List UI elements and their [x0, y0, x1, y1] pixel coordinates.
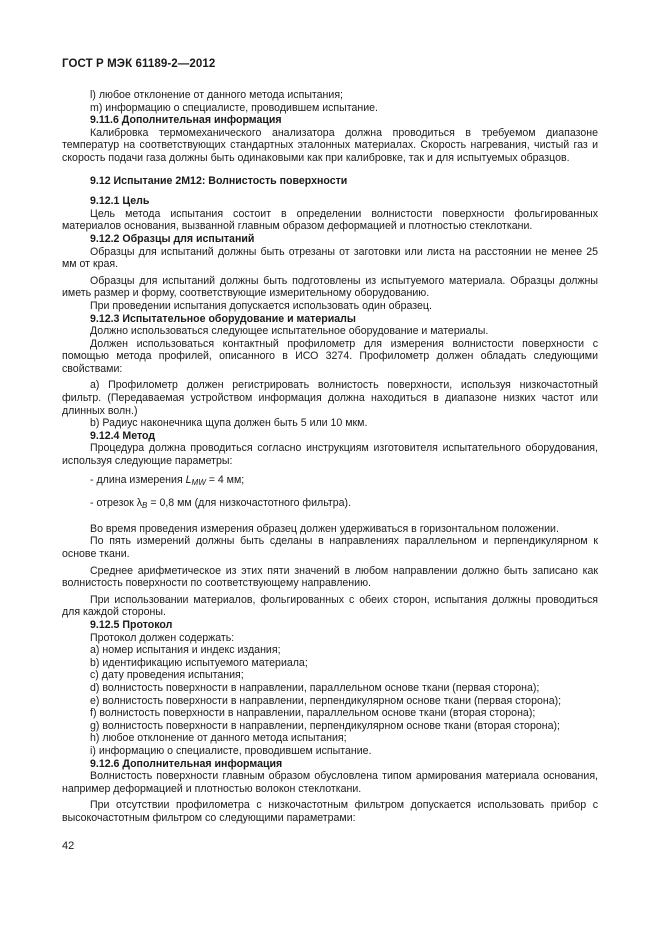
- section-heading: 9.12.5 Протокол: [90, 618, 173, 631]
- section-heading: 9.11.6 Дополнительная информация: [90, 114, 282, 127]
- section-heading: 9.12.1 Цель: [90, 195, 150, 208]
- paragraph: Во время проведения измерения образец должен удерживаться в горизонтальном положении.: [90, 522, 559, 535]
- formula-cutoff-subscript: B: [142, 501, 148, 511]
- formula-length: [62, 474, 598, 490]
- formula-cutoff-symbol: λ: [136, 497, 143, 510]
- page-number: 42: [62, 840, 75, 852]
- formula-length-subscript: MW: [191, 477, 206, 487]
- list-item: a) номер испытания и индекс издания;: [90, 644, 281, 657]
- formula-length-prefix: - длина измерения: [90, 473, 186, 486]
- list-item: i) информацию о специалисте, проводившем испытание.: [90, 744, 372, 757]
- section-heading: 9.12.3 Испытательное оборудование и материалы: [90, 312, 356, 325]
- paragraph: При проведении испытания допускается использовать один образец.: [90, 299, 432, 312]
- formula-length-suffix: = 4 мм;: [205, 473, 245, 486]
- paragraph: b) Радиус наконечника щупа должен быть 5 или 10 мкм.: [90, 417, 368, 430]
- section-heading: 9.12.6 Дополнительная информация: [90, 757, 283, 770]
- paragraph: Образцы для испытаний должны быть отрезаны от заготовки или листа на расстоянии не менее 25 мм от края.: [62, 245, 598, 271]
- list-item: f) волнистость поверхности в направлении, параллельном основе ткани (вторая сторона);: [90, 707, 536, 720]
- paragraph: Должно использоваться следующее испытательное оборудование и материалы.: [90, 325, 489, 338]
- list-item: h) любое отклонение от данного метода испытания;: [90, 732, 347, 745]
- formula-cutoff-prefix: - отрезок: [90, 497, 137, 510]
- document-header: ГОСТ Р МЭК 61189-2—2012: [62, 58, 216, 70]
- paragraph: При использовании материалов, фольгированных с обеих сторон, испытания должны проводиться для каждой стороны.: [62, 593, 598, 619]
- formula-length-symbol: L: [185, 473, 192, 486]
- list-item: e) волнистость поверхности в направлении, перпендикулярном основе ткани (первая сторона);: [90, 694, 562, 707]
- document-body: [62, 89, 598, 824]
- list-item: d) волнистость поверхности в направлении, параллельном основе ткани (первая сторона);: [90, 681, 540, 694]
- paragraph: Должен использоваться контактный профилометр для измерения волнистости поверхности с помощью метода профилей, описанного в ИСО 3274. Профилометр должен обладать следующими свойствами:: [62, 337, 598, 375]
- formula-cutoff: [62, 497, 598, 513]
- list-item: b) идентификацию испытуемого материала;: [90, 656, 308, 669]
- paragraph: Образцы для испытаний должны быть подготовлены из испытуемого материала. Образцы должны иметь размер и форму, соответствующие измерительному оборудованию.: [62, 274, 598, 300]
- paragraph: По пять измерений должны быть сделаны в направлениях параллельном и перпендикулярном к основе ткани.: [62, 535, 598, 560]
- paragraph: Волнистость поверхности главным образом обусловлена типом армирования материала основания, например деформацией и плотностью волокон стеклоткани.: [62, 770, 598, 795]
- paragraph: a) Профилометр должен регистрировать волнистость поверхности, используя низкочастотный фильтр. (Передаваемая устройством информация должна находиться в диапазоне низких частот или длинных волн.): [62, 379, 598, 417]
- formula-cutoff-suffix: = 0,8 мм (для низкочастотного фильтра).: [147, 497, 352, 510]
- paragraph: Среднее арифметическое из этих пяти значений в любом направлении должно быть записано как волнистость поверхности по соответствующему направлению.: [62, 564, 598, 590]
- list-item: l) любое отклонение от данного метода испытания;: [90, 89, 344, 101]
- list-item: m) информацию о специалисте, проводившем испытание.: [90, 101, 378, 114]
- paragraph: Цель метода испытания состоит в определении волнистости поверхности фольгированных материалов основания, вызванной главным образом деформацией и плотностью стеклоткани.: [62, 207, 598, 233]
- section-heading: 9.12.2 Образцы для испытаний: [90, 232, 255, 245]
- list-item: g) волнистость поверхности в направлении, перпендикулярном основе ткани (вторая сторона);: [90, 719, 560, 732]
- paragraph: Протокол должен содержать:: [90, 631, 235, 644]
- paragraph: Процедура должна проводиться согласно инструкциям изготовителя испытательного оборудования, используя следующие параметры:: [62, 442, 598, 468]
- section-heading: 9.12.4 Метод: [90, 429, 156, 442]
- section-heading: 9.12 Испытание 2M12: Волнистость поверхности: [90, 174, 348, 187]
- paragraph: Калибровка термомеханического анализатора должна проводиться в требуемом диапазоне температур на соответствующих стандартных эталонных материалах. Скорость нагревания, чистый газ и скорость подачи газа должны быть одинаковыми как при калибровке, так и для испытуемых образцов.: [62, 126, 598, 164]
- paragraph: При отсутствии профилометра с низкочастотным фильтром допускается использовать прибор с высокочастотным фильтром со следующими параметрами:: [62, 799, 598, 824]
- list-item: c) дату проведения испытания;: [90, 669, 244, 682]
